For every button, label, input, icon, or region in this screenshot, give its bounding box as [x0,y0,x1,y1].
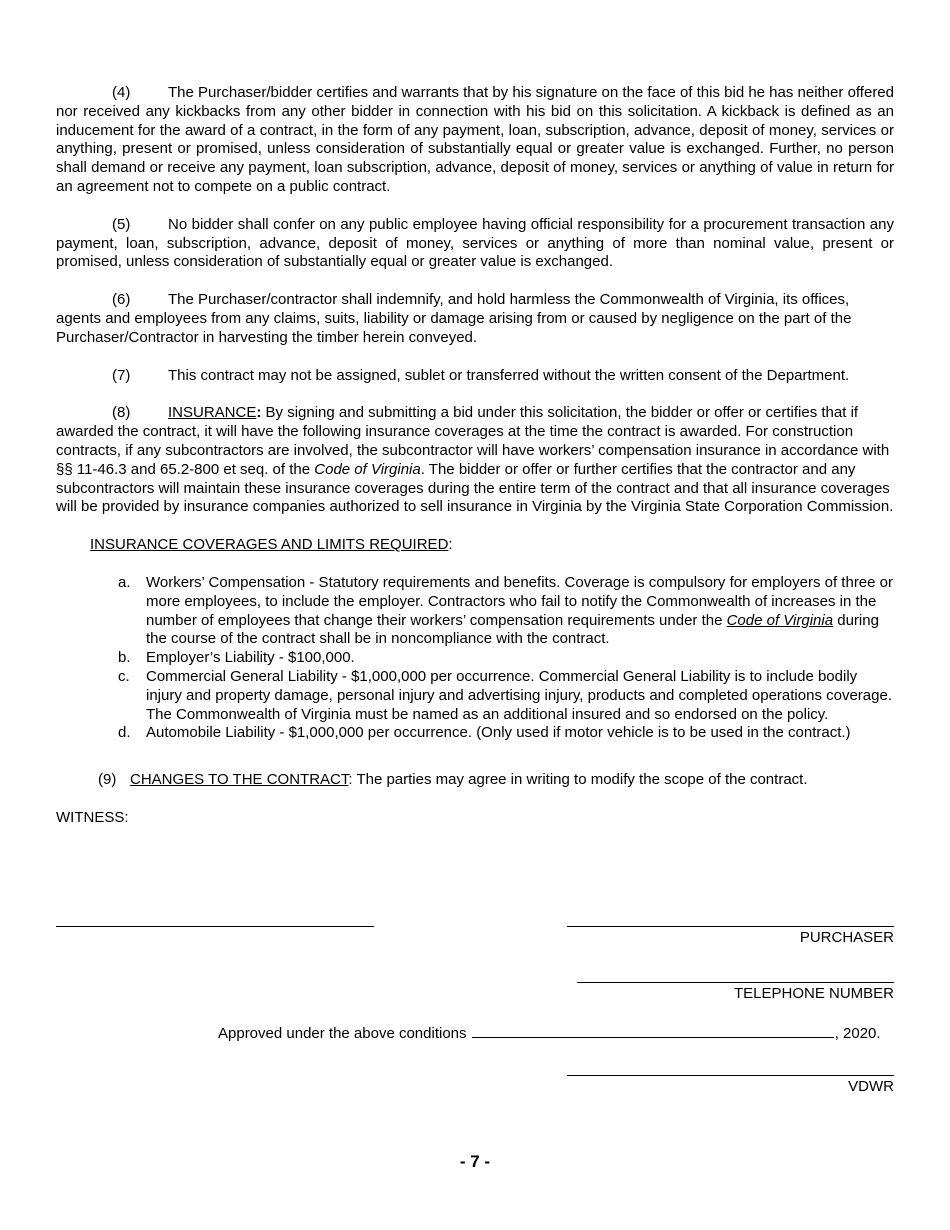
code-of-virginia-ref: Code of Virginia [314,460,421,478]
coverage-text: Commercial General Liability - $1,000,000 per occurrence. Commercial General Liability is to include bodily injury and property damage, personal injury and advertising injury, products and completed operations coverage. The Commonwealth of Virginia must be named as an additional insured and so endorsed on the policy. [146,667,892,723]
clause-text-b: . The bidder or offer or further certifies that the contractor and any subcontractors will maintain these insurance coverages during the entire term of the contract and that all insurance coverages will be provided by insurance companies authorized to sell insurance in Virginia by the Virginia State Corporation Commission. [56,460,894,516]
coverage-text-b: during the course of the contract shall be in noncompliance with the contract. [146,611,879,648]
coverage-marker: c. [118,667,130,685]
clause-5 [56,216,894,272]
clause-number: (5) [112,215,131,233]
clause-text: No bidder shall confer on any public employee having official responsibility for a procurement transaction any payment, loan, subscription, advance, deposit of money, services or anything of more than nominal value, present or promised, unless consideration of substantially equal or greater value is exchanged. [56,215,894,271]
clause-number: (8) [112,404,131,422]
coverage-item-a [118,574,894,649]
clause-7 [56,367,894,386]
witness-label: WITNESS: [56,808,129,826]
clause-number: (7) [112,366,131,384]
coverage-marker: b. [118,649,131,667]
telephone-label: TELEPHONE NUMBER [733,985,894,1002]
changes-text: : The parties may agree in writing to modify the scope of the contract. [348,771,808,789]
code-of-virginia-ref: Code of Virginia [726,611,834,629]
coverage-text: Employer’s Liability - $100,000. [146,649,355,667]
insurance-colon: : [256,404,262,422]
coverage-item-b [118,649,894,668]
approved-text: Approved under the above conditions [218,1025,467,1042]
purchaser-signature-line[interactable] [567,926,894,927]
clause-9-changes [98,771,894,790]
clause-text: This contract may not be assigned, sublet or transferred without the written consent of the Department. [168,366,850,384]
approved-year: , 2020. [834,1025,881,1042]
coverage-item-c [118,668,894,724]
vdwr-signature-line[interactable] [567,1075,894,1076]
coverage-marker: a. [118,573,131,591]
coverages-heading [90,536,894,555]
clause-number: (6) [112,291,131,309]
changes-heading: CHANGES TO THE CONTRACT [130,771,349,789]
clause-number: (9) [98,771,117,789]
insurance-heading: INSURANCE [168,404,257,422]
telephone-line[interactable] [577,982,894,983]
coverages-heading-suffix: : [448,536,453,554]
page-number: - 7 - [459,1152,491,1171]
clause-number: (4) [112,84,131,101]
clause-6 [56,291,894,347]
clause-text: The Purchaser/contractor shall indemnify, and hold harmless the Commonwealth of Virginia, its offices, agents and employees from any claims, suits, liability or damage arising from or caused by negligence on the part of the Purchaser/Contractor in harvesting the timber herein conveyed. [56,291,852,346]
witness-signature-line[interactable] [56,926,374,927]
coverage-item-d [118,724,894,743]
approval-line [218,1023,881,1044]
coverage-text-a: Workers’ Compensation - Statutory requirements and benefits. Coverage is compulsory for employers of three or more employees, to include the employer. Contractors who fail to notify the Commonwealth of increases in the number of employees that change their workers’ compensation requirements under the [146,573,893,629]
coverages-heading-text: INSURANCE COVERAGES AND LIMITS REQUIRED [90,536,449,554]
coverages-list [56,574,894,743]
contract-page [56,84,894,828]
clause-8-insurance [56,404,894,517]
clause-4 [56,84,894,197]
vdwr-label: VDWR [848,1078,894,1095]
coverage-text: Automobile Liability - $1,000,000 per occurrence. (Only used if motor vehicle is to be used in the contract.) [146,724,851,742]
clause-text: The Purchaser/bidder certifies and warrants that by his signature on the face of this bid he has neither offered nor received any kickbacks from any other bidder in connection with his bid on this solicitation. A kickback is defined as an inducement for the award of a contract, in the form of any payment, loan, subscription, advance, deposit of money, services or anything, present or promised, unless consideration of substantially equal or greater value is exchanged. Further, no person shall demand or receive any payment, loan subscription, advance, deposit of money, services or anything of value in return for an agreement not to compete on a public contract. [56,84,894,195]
approval-date-line[interactable] [472,1023,834,1038]
purchaser-label: PURCHASER [799,929,894,946]
clause-text-a: By signing and submitting a bid under this solicitation, the bidder or offer or certifies that if awarded the contract, it will have the following insurance coverages at the time the contract is awarded. For construction contracts, if any subcontractors are involved, the subcontractor will have workers’ compensation insurance in accordance with §§ 11-46.3 and 65.2-800 et seq. of the [56,404,890,478]
coverage-marker: d. [118,724,131,742]
